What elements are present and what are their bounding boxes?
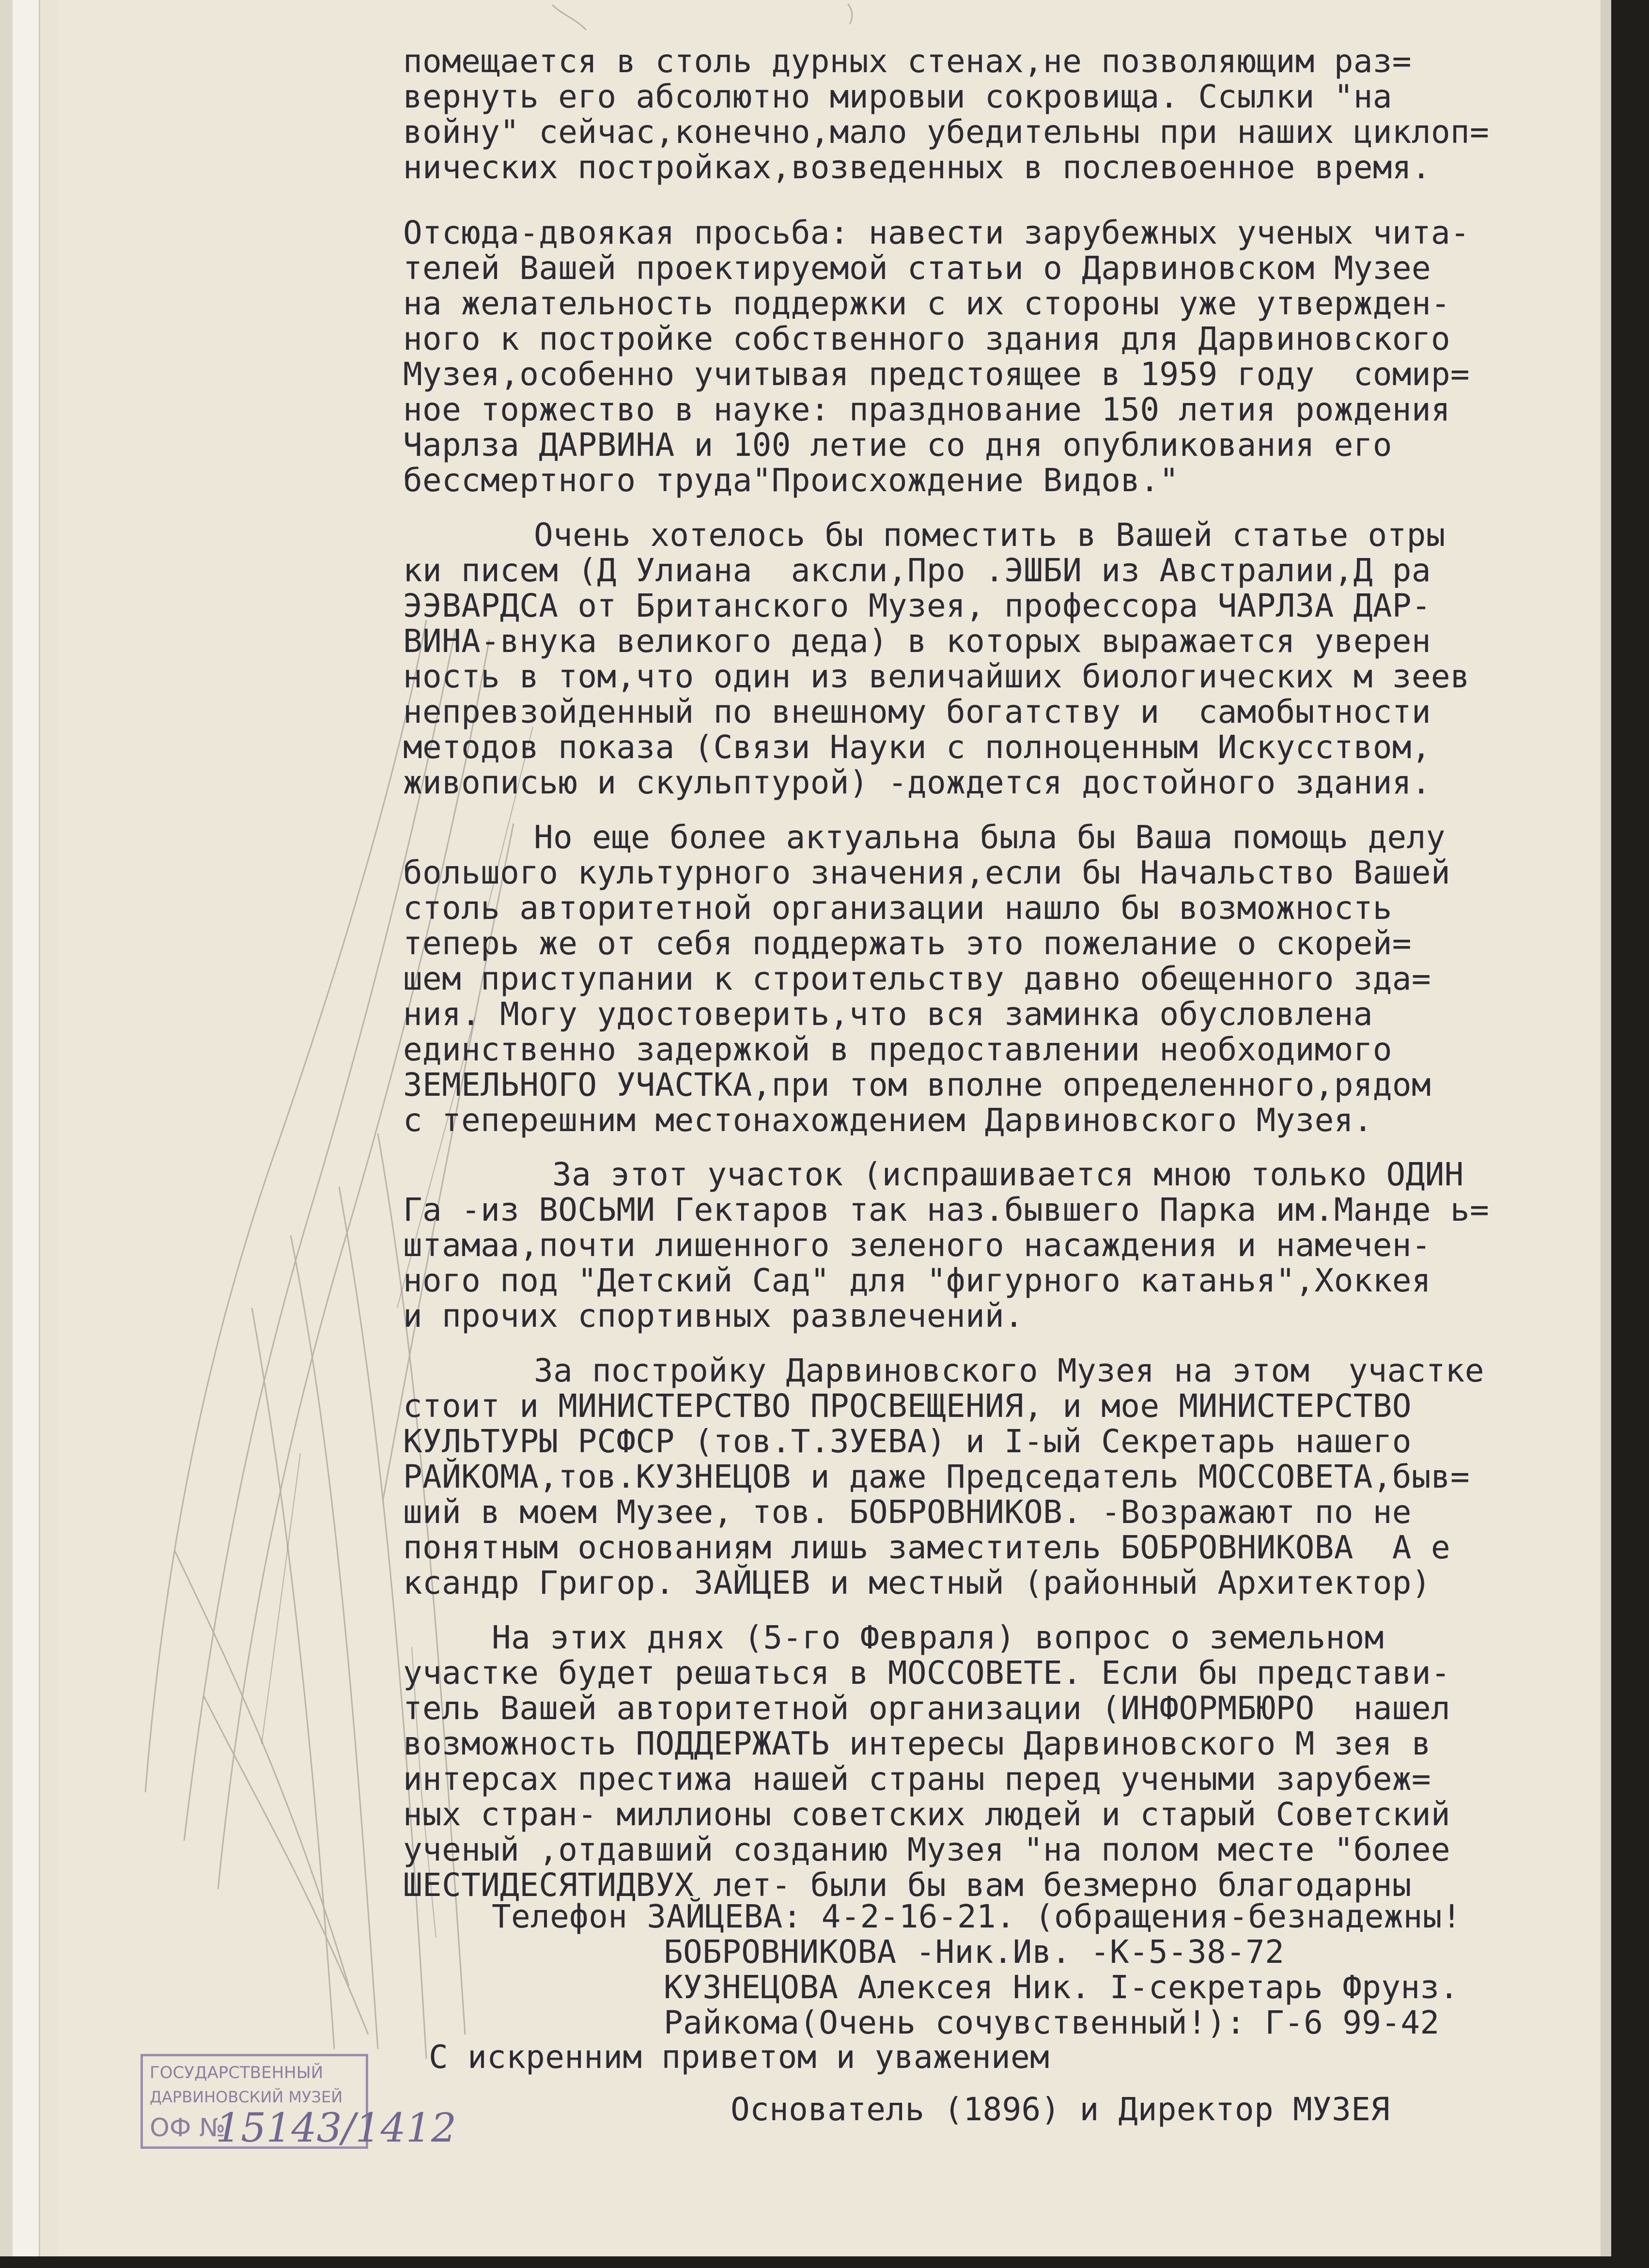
letter-line: Га -из ВОСЬМИ Гектаров так наз.бывшего Парка им.Манде ь= xyxy=(403,1191,1489,1228)
letter-line: единственно задержкой в предоставлении необходимого xyxy=(403,1031,1392,1068)
letter-line: КУЛЬТУРЫ РСФСР (тов.Т.ЗУЕВА) и I-ый Секретарь нашего xyxy=(403,1423,1412,1460)
letter-line: бессмертного труда"Происхождение Видов." xyxy=(403,462,1179,499)
letter-line: ность в том,что один из величайших биологических м зеев xyxy=(403,658,1470,695)
letter-line: теперь же от себя поддержать это пожелание о скорей= xyxy=(403,925,1412,962)
letter-line: ных стран- миллионы советских людей и старый Советский xyxy=(403,1796,1450,1833)
letter-line: ВИНА-внука великого деда) в которых выражается уверен xyxy=(403,622,1431,660)
letter-line: Райкома(Очень сочувственный!): Г-6 99-42 xyxy=(664,2004,1440,2041)
letter-line: столь авторитетной организации нашло бы возможность xyxy=(403,889,1392,927)
stamp-museum-line: ДАРВИНОВСКИЙ МУЗЕЙ xyxy=(150,2088,343,2106)
letter-line: ЭЭВАРДСА от Британского Музея, профессора ЧАРЛЗА ДАР- xyxy=(403,587,1431,624)
letter-signature-line: Основатель (1896) и Директор МУЗЕЯ xyxy=(731,2091,1390,2128)
letter-line: вернуть его абсолютно мировыи сокровища. Ссылки "на xyxy=(403,78,1392,115)
letter-line: понятным основаниям лишь заместитель БОБРОВНИКОВА А е xyxy=(403,1529,1450,1566)
letter-line: методов показа (Связи Науки с полноценным Искусством, xyxy=(403,729,1431,766)
letter-line: ший в моем Музее, тов. БОБРОВНИКОВ. -Возражают по не xyxy=(403,1493,1412,1531)
letter-line: Но еще более актуальна была бы Ваша помощь делу xyxy=(534,819,1446,856)
stamp-fund-label: ОФ № xyxy=(150,2113,226,2143)
letter-line: За постройку Дарвиновского Музея на этом участке xyxy=(534,1352,1484,1389)
letter-line: шем приступании к строительству давно обещенного зда= xyxy=(403,960,1431,997)
letter-line: ного под "Детский Сад" для "фигурного катанья",Хоккея xyxy=(403,1262,1431,1299)
letter-line: помещается в столь дурных стенах,не позволяющим раз= xyxy=(403,43,1412,80)
stamp-inventory-number: 15143/1412 xyxy=(216,2105,457,2151)
letter-line: тель Вашей авторитетной организации (ИНФОРМБЮРО нашел xyxy=(403,1690,1450,1727)
letter-line: За этот участок (испрашивается мною только ОДИН xyxy=(552,1156,1464,1193)
letter-line: возможность ПОДДЕРЖАТЬ интересы Дарвиновского М зея в xyxy=(403,1725,1431,1762)
letter-line: ки писем (Д Улиана аксли,Про .ЭШБИ из Австралии,Д ра xyxy=(403,552,1431,589)
letter-line: ного к постройке собственного здания для Дарвиновского xyxy=(403,320,1450,357)
letter-line: на желательность поддержки с их стороны уже утвержден- xyxy=(403,285,1450,322)
letter-line: интерсах престижа нашей страны перед учеными зарубеж= xyxy=(403,1760,1431,1798)
letter-line: штамаа,почти лишенного зеленого насаждения и намечен- xyxy=(403,1227,1431,1264)
letter-line: с теперешним местонахождением Дарвиновского Музея. xyxy=(403,1102,1373,1139)
letter-line: ШЕСТИДЕСЯТИДВУХ лет- были бы вам безмерно благодарны xyxy=(403,1866,1412,1904)
letter-line: Очень хотелось бы поместить в Вашей статье отры xyxy=(534,516,1446,554)
letter-line: ученый ,отдавший созданию Музея "на полом месте "более xyxy=(403,1831,1450,1868)
letter-line: На этих днях (5-го Февраля) вопрос о земельном xyxy=(492,1619,1384,1656)
letter-line: Чарлза ДАРВИНА и 100 летие со дня опубликования его xyxy=(403,426,1392,464)
letter-line: Отсюда-двоякая просьба: навести зарубежных ученых чита- xyxy=(403,214,1470,251)
letter-line: ное торжество в науке: празднование 150 летия рождения xyxy=(403,391,1450,428)
museum-inventory-stamp xyxy=(140,2054,457,2151)
letter-line: ЗЕМЕЛЬНОГО УЧАСТКА,при том вполне определенного,рядом xyxy=(403,1066,1431,1103)
letter-line: непревзойденный по внешному богатству и самобытности xyxy=(403,693,1431,730)
letter-line: и прочих спортивных развлечений. xyxy=(403,1297,1024,1335)
stamp-institution-line: ГОСУДАРСТВЕННЫЙ xyxy=(150,2063,324,2082)
letter-line: стоит и МИНИСТЕРСТВО ПРОСВЕЩЕНИЯ, и мое МИНИСТЕРСТВО xyxy=(403,1387,1412,1425)
letter-line: С искренним приветом и уважением xyxy=(429,2038,1050,2076)
letter-line: БОБРОВНИКОВА -Ник.Ив. -К-5-38-72 xyxy=(664,1933,1285,1971)
letter-line: ксандр Григор. ЗАЙЦЕВ и местный (районный Архитектор) xyxy=(403,1564,1431,1601)
letter-line: участке будет решаться в МОССОВЕТЕ. Если бы представи- xyxy=(403,1654,1450,1692)
letter-line: живописью и скульптурой) -дождется достойного здания. xyxy=(403,764,1431,801)
letter-line: ния. Могу удостоверить,что вся заминка обусловлена xyxy=(403,995,1373,1033)
letter-line: Музея,особенно учитывая предстоящее в 1959 году сомир= xyxy=(403,356,1470,393)
letter-line: КУЗНЕЦОВА Алексея Ник. I-секретарь Фрунз. xyxy=(664,1969,1459,2006)
letter-line: телей Вашей проектируемой статьи о Дарвиновском Музее xyxy=(403,249,1431,287)
letter-line: РАЙКОМА,тов.КУЗНЕЦОВ и даже Председатель МОССОВЕТА,быв= xyxy=(403,1458,1470,1495)
letter-line: Телефон ЗАЙЦЕВА: 4-2-16-21. (обращения-безнадежны! xyxy=(492,1898,1462,1935)
letter-line: нических постройках,возведенных в послевоенное время. xyxy=(403,149,1431,186)
letter-line: большого культурного значения,если бы Начальство Вашей xyxy=(403,854,1450,891)
letter-line: войну" сейчас,конечно,мало убедительны при наших циклоп= xyxy=(403,113,1489,151)
